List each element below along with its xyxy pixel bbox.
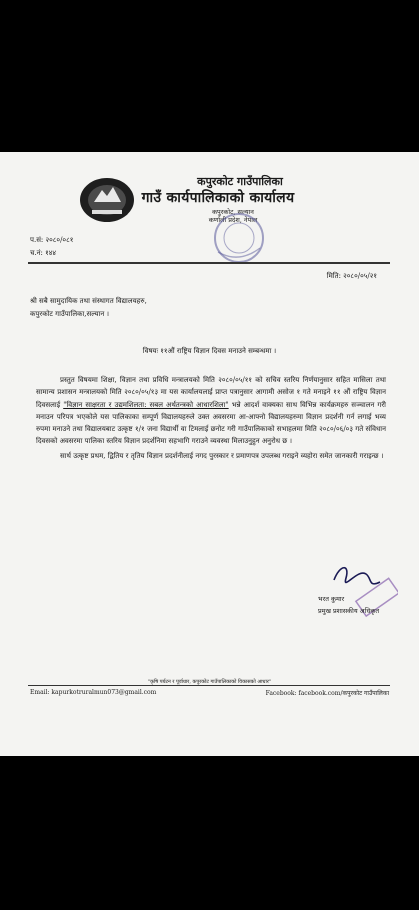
signatory-name: भरत कुमार: [318, 595, 345, 603]
footer-slogan: "कृषि पर्यटन र पूर्वाधार, कपुरकोट गाउँपालिकाको विकासको आधार": [147, 679, 272, 685]
footer-facebook: Facebook: facebook.com/कपुरकोट गाउँपालिका: [265, 690, 389, 697]
day-slogan: "विज्ञान साक्षरता र उद्यमशिलता: सबल अर्थतन्त्रको आधारशिला": [63, 400, 229, 409]
nepal-emblem-icon: [78, 172, 136, 224]
municipality-name: कपुरकोट गाउँपालिका: [197, 175, 283, 188]
letter-body: [36, 374, 386, 464]
office-seal-stamp-icon: [206, 208, 272, 268]
footer-divider: [28, 685, 390, 686]
dispatch-number: च.नं: १४४: [30, 249, 57, 257]
footer-email: Email: kapurkotruralmun073@gmail.com: [30, 689, 157, 696]
office-address: कपुरकोट, सल्यान कर्णाली प्रदेश, नेपाल: [208, 208, 258, 224]
body-paragraph-2: सार्थ उत्कृष्ट प्रथम, द्वितिय र तृतिय विज्ञान प्रदर्शनीलाई नगद पुरस्कार र प्रमाणपत्र उपलब्ध गराइने व्यहोरा समेत जानकारी गराइन्छ ।: [60, 451, 384, 460]
signatory-title: प्रमुख प्रशासकीय अधिकृत: [318, 607, 380, 615]
header-divider: [28, 262, 390, 264]
recipient-line-2: कपुरकोट गाउँपालिका,सल्यान ।: [30, 310, 110, 318]
recipient-line-1: श्री सबै सामुदायिक तथा संस्थागत विद्यालयहरु,: [30, 297, 147, 305]
letter-subject: विषयः ११औं राष्ट्रिय विज्ञान दिवस मनाउने सम्बन्धमा ।: [142, 347, 277, 355]
body-paragraph-1: प्रस्तुत विषयमा शिक्षा, विज्ञान तथा प्रविधि मन्त्रालयको मिति २०८०/०५/११ को सचिव स्तरिय निर्णयानुसार सहित मासिला तथा सामान्य प्रशासन मन्त्रालयको मिति २०८०/०५/१३ मा यस कार्यालयलाई प्राप्त पत्रानुसार आगामी असोज १ गते मनाइने ११ औं राष्ट्रिय विज्ञान दिवसलाई "विज्ञान साक्षरता र उद्यमशिलता: सबल अर्थतन्त्रको आधारशिला" भन्ने आदर्श वाक्यका साथ विभिन्न कार्यक्रमहरु सञ्चालन गरी मनाउन परिपत्र भएकोले यस पालिकाका सम्पूर्ण विद्यालयहरुले उक्त अवसरमा आ-आफ्नो विद्यालयहरुमा विज्ञान प्रदर्शनी गर्न लगाई भव्य रुपमा मनाउने तथा विद्यालयबाट उत्कृष्ट १/१ जना विद्यार्थी वा टिमलाई छनोट गरी गाउँपालिकाको सभाहलमा मिति २०८०/०६/०३ गते संविधान दिवसको अवसरमा पालिका स्तरिय विज्ञान प्रदर्शनिमा सहभागि गराउने व्यवस्था मिलाउनुहुन अनुरोध छ ।: [36, 376, 386, 446]
office-name: गाउँ कार्यपालिकाको कार्यालय: [141, 190, 295, 206]
letter-date: मिति: २०८०/०५/२१: [326, 272, 377, 280]
fiscal-year-ref: प.सं: २०८०/०८१: [30, 236, 74, 244]
